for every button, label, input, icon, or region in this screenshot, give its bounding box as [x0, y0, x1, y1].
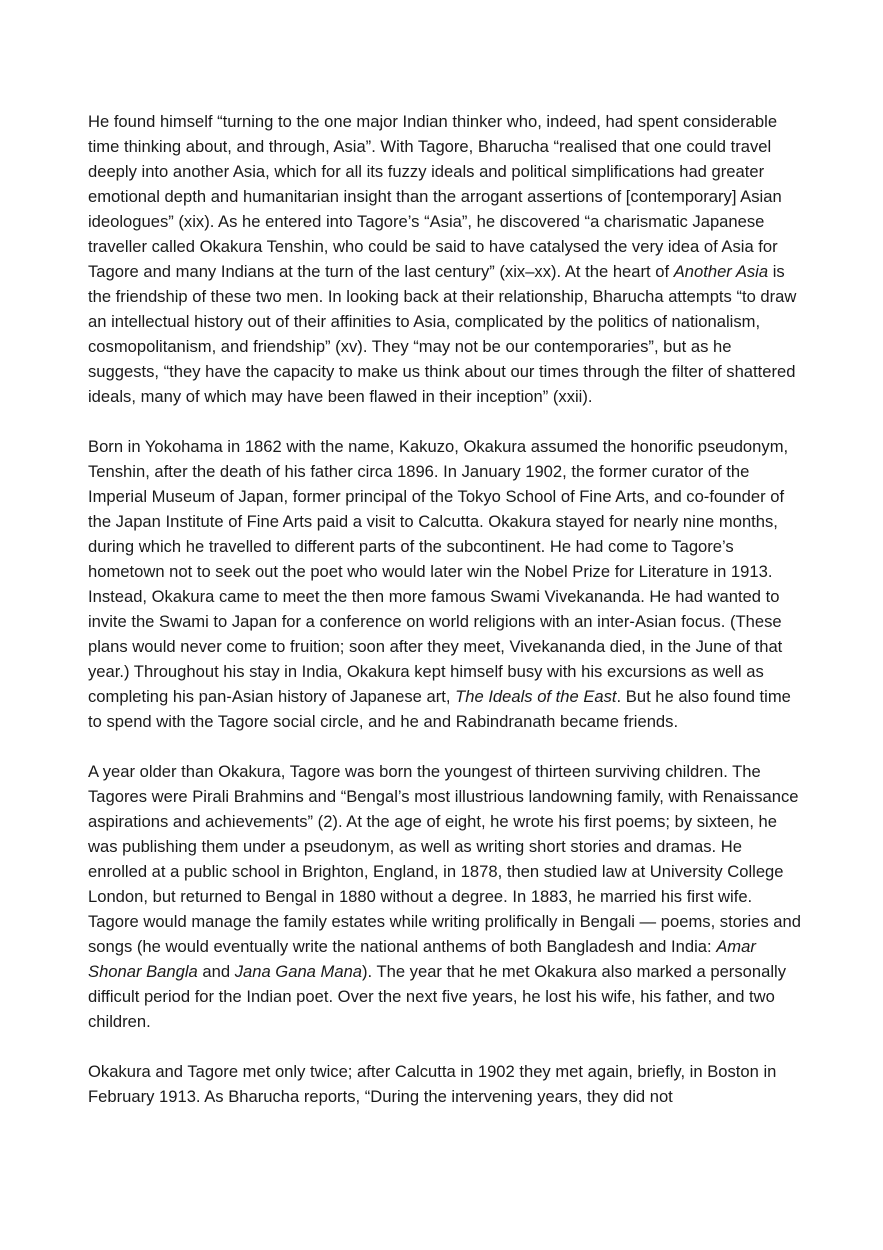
anthem-title-amar-shonar-bangla: Amar Shonar Bangla [88, 937, 756, 981]
paragraph-1 [88, 109, 803, 409]
document-body [88, 109, 803, 1109]
text-segment: ). The year that he met Okakura also marked a personally difficult period for the Indian poet. Over the next five years, he lost his wife, his father, and two children. [88, 962, 786, 1031]
text-segment: Born in Yokohama in 1862 with the name, Kakuzo, Okakura assumed the honorific pseudonym, Tenshin, after the death of his father circa 1896. In January 1902, the former curator of the Imperial Museum of Japan, former principal of the Tokyo School of Fine Arts, and co-founder of the Japan Institute of Fine Arts paid a visit to Calcutta. Okakura stayed for nearly nine months, during which he travelled to different parts of the subcontinent. He had come to Tagore’s hometown not to seek out the poet who would later win the Nobel Prize for Literature in 1913. Instead, Okakura came to meet the then more famous Swami Vivekananda. He had wanted to invite the Swami to Japan for a conference on world religions with an inter-Asian focus. (These plans would never come to fruition; soon after they meet, Vivekananda died, in the June of that year.) Throughout his stay in India, Okakura kept himself busy with his excursions as well as completing his pan-Asian history of Japanese art, [88, 437, 789, 706]
text-segment: He found himself “turning to the one major Indian thinker who, indeed, had spent considerable time thinking about, and through, Asia”. With Tagore, Bharucha “realised that one could travel deeply into another Asia, which for all its fuzzy ideals and political simplifications had greater emotional depth and humanitarian insight than the arrogant assertions of [contemporary] Asian ideologues” (xix). As he entered into Tagore’s “Asia”, he discovered “a charismatic Japanese traveller called Okakura Tenshin, who could be said to have catalysed the very idea of Asia for Tagore and many Indians at the turn of the last century” (xix–xx). At the heart of [88, 112, 782, 281]
book-title-ideals-of-the-east: The Ideals of the East [455, 687, 617, 706]
text-segment: and [197, 962, 235, 981]
anthem-title-jana-gana-mana: Jana Gana Mana [234, 962, 363, 981]
text-segment: Okakura and Tagore met only twice; after Calcutta in 1902 they met again, briefly, in Boston in February 1913. As Bharucha reports, “During the intervening years, they did not [88, 1062, 777, 1106]
paragraph-3 [88, 759, 803, 1034]
paragraph-2 [88, 434, 803, 734]
text-segment: . But he also found time to spend with the Tagore social circle, and he and Rabindranath became friends. [88, 687, 791, 731]
text-segment: A year older than Okakura, Tagore was born the youngest of thirteen surviving children. The Tagores were Pirali Brahmins and “Bengal’s most illustrious landowning family, with Renaissance aspirations and achievements” (2). At the age of eight, he wrote his first poems; by sixteen, he was publishing them under a pseudonym, as well as writing short stories and dramas. He enrolled at a public school in Brighton, England, in 1878, then studied law at University College London, but returned to Bengal in 1880 without a degree. In 1883, he married his first wife. Tagore would manage the family estates while writing prolifically in Bengali — poems, stories and songs (he would eventually write the national anthems of both Bangladesh and India: [88, 762, 801, 956]
paragraph-4 [88, 1059, 803, 1109]
book-title-another-asia: Another Asia [673, 262, 769, 281]
text-segment: is the friendship of these two men. In looking back at their relationship, Bharucha attempts “to draw an intellectual history out of their affinities to Asia, complicated by the politics of nationalism, cosmopolitanism, and friendship” (xv). They “may not be our contemporaries”, but as he suggests, “they have the capacity to make us think about our times through the filter of shattered ideals, many of which may have been flawed in their inception” (xxii). [88, 262, 797, 406]
